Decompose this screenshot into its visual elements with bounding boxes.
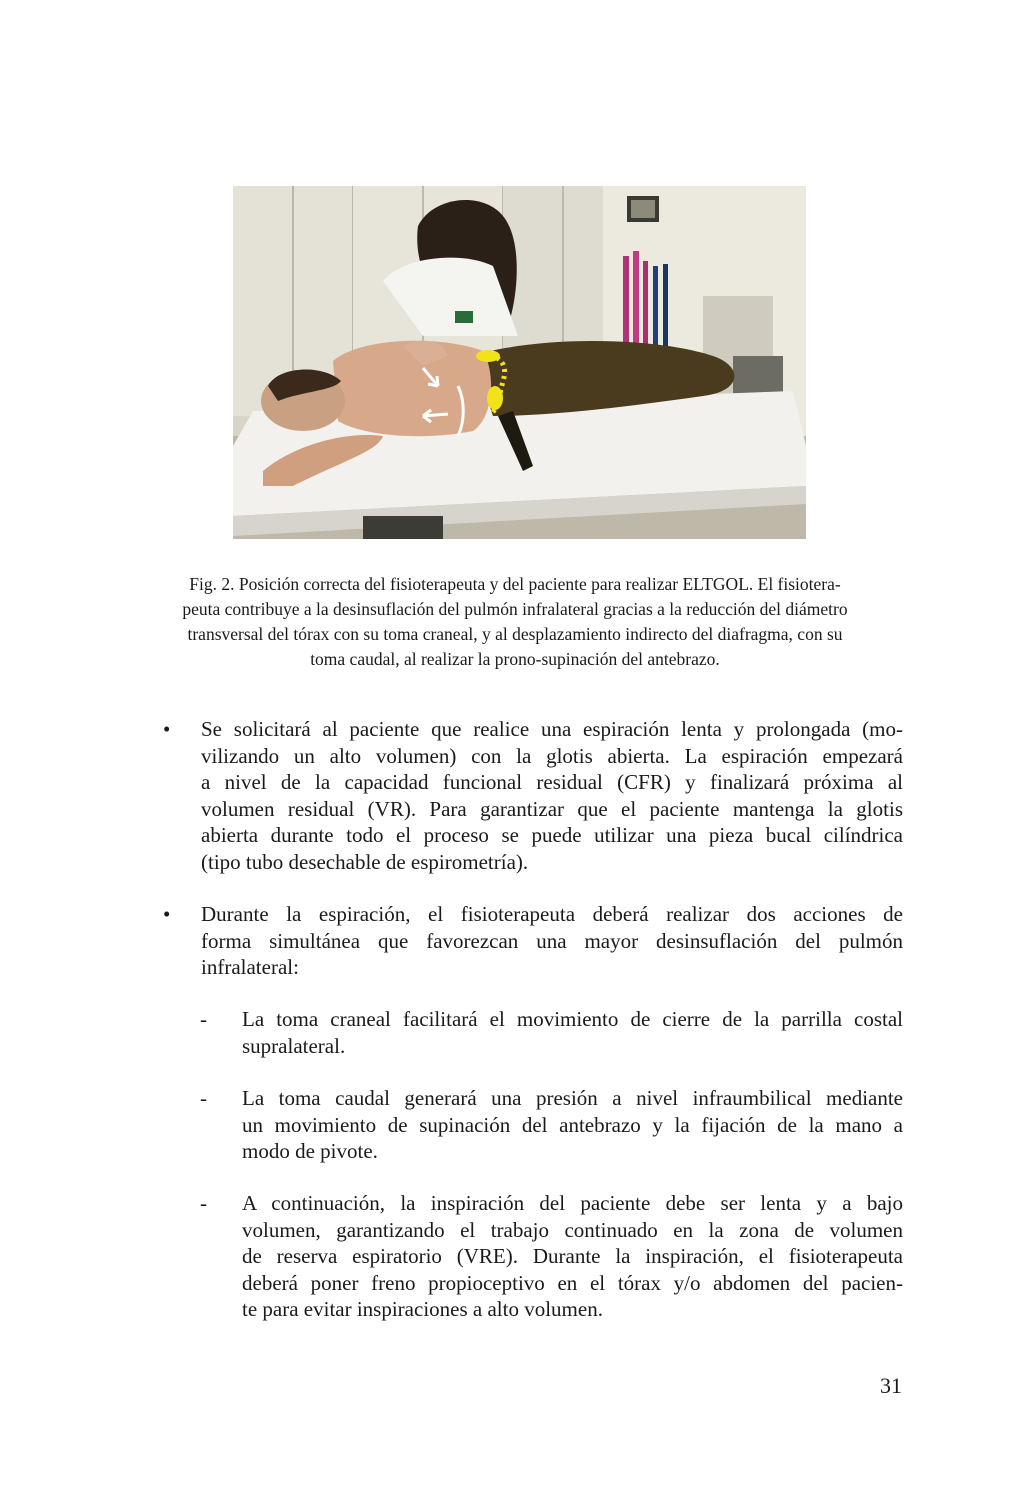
dash-text [242,1190,903,1323]
figure-caption [135,572,895,672]
text-line: deberá poner freno propioceptivo en el tórax y/o abdomen del pacien- [242,1270,903,1295]
caption-line: Fig. 2. Posición correcta del fisioterapeuta y del paciente para realizar ELTGOL. El fisiotera- [189,574,841,594]
dash-marker: - [200,1086,207,1110]
text-line: Se solicitará al paciente que realice una espiración lenta y prolongada (mo- [201,717,903,741]
bullet-text [201,901,903,981]
text-line: te para evitar inspiraciones a alto volumen. [242,1297,603,1321]
text-line: infralateral: [201,955,299,979]
text-line: La toma craneal facilitará el movimiento de cierre de la parrilla costal [242,1007,903,1031]
text-line: (tipo tubo desechable de espirometría). [201,849,529,874]
text-line: La toma caudal generará una presión a nivel infraumbilical mediante [242,1086,903,1110]
text-line: vilizando un alto volumen) con la glotis abierta. La espiración empezará [201,743,903,768]
text-line: un movimiento de supinación del antebrazo y la fijación de la mano a [242,1112,903,1137]
bullet-marker: • [163,717,171,741]
fisioterapeuta-paciente-illustration [233,186,806,539]
text-line: a nivel de la capacidad funcional residual (CFR) y finalizará próxima al [201,770,903,794]
dash-marker: - [200,1007,207,1031]
text-line: Durante la espiración, el fisioterapeuta deberá realizar dos acciones de [201,902,903,926]
dash-text [242,1085,903,1165]
page-number: 31 [880,1373,902,1398]
bullet-text [201,716,903,875]
text-line: volumen residual (VR). Para garantizar que el paciente mantenga la glotis [201,796,903,821]
bullet-marker: • [163,902,171,926]
text-line: volumen, garantizando el trabajo continuado en la zona de volumen [242,1217,903,1242]
dash-marker: - [200,1191,207,1215]
text-line: A continuación, la inspiración del paciente debe ser lenta y a bajo [242,1191,903,1215]
text-line: de reserva espiratorio (VRE). Durante la inspiración, el fisioterapeuta [242,1244,903,1268]
text-line: supralateral. [242,1033,346,1058]
dash-text [242,1006,903,1059]
caption-line: transversal del tórax con su toma craneal, y al desplazamiento indirecto del diafragma, con su [187,624,843,644]
caption-line: toma caudal, al realizar la prono-supinación del antebrazo. [310,649,720,669]
figure-photo [233,186,806,539]
caption-line: peuta contribuye a la desinsuflación del pulmón infralateral gracias a la reducción del diámetro [182,599,848,619]
text-line: abierta durante todo el proceso se puede utilizar una pieza bucal cilíndrica [201,823,903,847]
text-line: forma simultánea que favorezcan una mayor desinsuflación del pulmón [201,928,903,953]
text-line: modo de pivote. [242,1139,378,1163]
